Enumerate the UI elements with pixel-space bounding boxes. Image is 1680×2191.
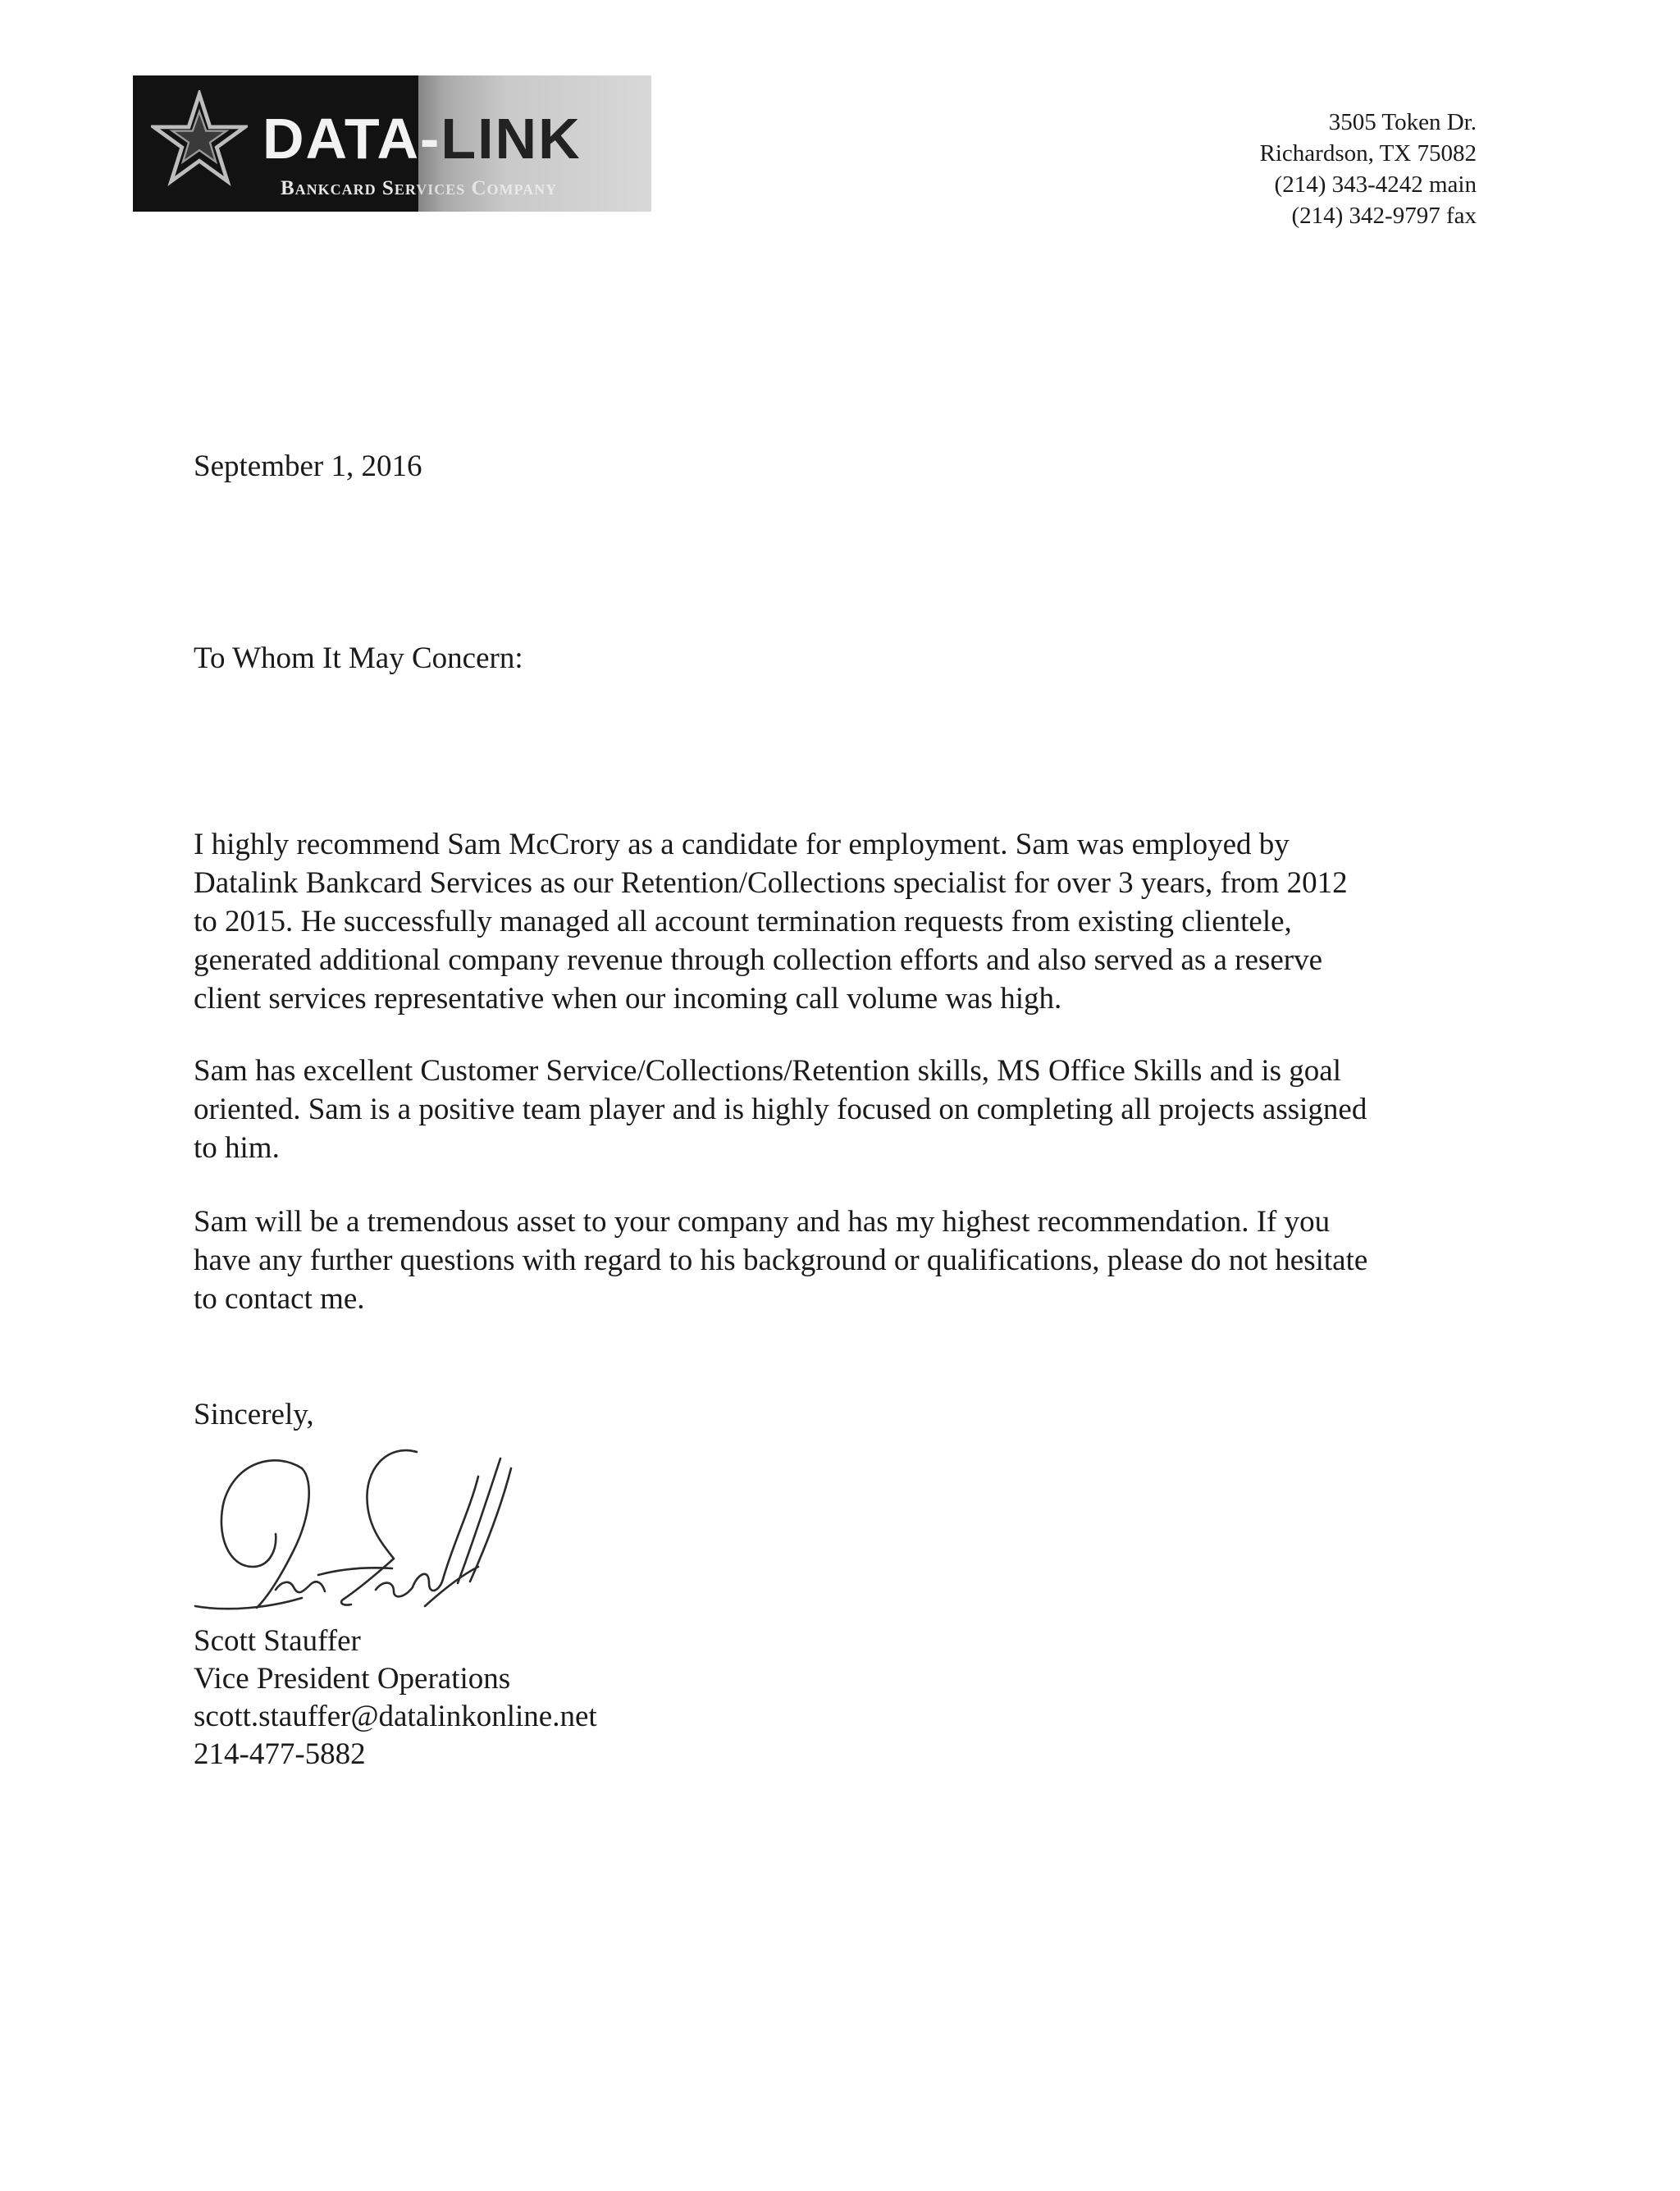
letter-closing: Sincerely, xyxy=(194,1398,314,1431)
letter-paragraph-3 xyxy=(194,1203,1367,1318)
letter-date: September 1, 2016 xyxy=(194,450,422,483)
paragraph-line: oriented. Sam is a positive team player and is highly focused on completing all projects assigned xyxy=(194,1093,1367,1126)
logo-wordmark xyxy=(262,107,582,171)
signer-phone: 214-477-5882 xyxy=(194,1737,366,1771)
address-street: 3505 Token Dr. xyxy=(1328,109,1477,135)
paragraph-line: Sam has excellent Customer Service/Collections/Retention skills, MS Office Skills and is goal xyxy=(194,1054,1341,1088)
signer-block xyxy=(194,1623,597,1773)
address-city: Richardson, TX 75082 xyxy=(1259,140,1477,167)
company-logo xyxy=(133,75,651,212)
logo-word-data: DATA- xyxy=(262,107,441,171)
address-phone: (214) 343-4242 main xyxy=(1274,171,1477,198)
paragraph-line: to him. xyxy=(194,1131,280,1165)
logo-word-link: LINK xyxy=(441,107,582,171)
paragraph-line: I highly recommend Sam McCrory as a candidate for employment. Sam was employed by xyxy=(194,828,1290,861)
signer-email[interactable]: scott.stauffer@datalinkonline.net xyxy=(194,1700,597,1733)
paragraph-line: client services representative when our incoming call volume was high. xyxy=(194,982,1062,1016)
paragraph-line: Datalink Bankcard Services as our Retention/Collections specialist for over 3 years, from 2012 xyxy=(194,866,1348,900)
paragraph-line: generated additional company revenue through collection efforts and also served as a reserve xyxy=(194,943,1322,977)
paragraph-line: Sam will be a tremendous asset to your company and has my highest recommendation. If you xyxy=(194,1205,1331,1239)
logo-tagline-part2: vices Company xyxy=(416,177,558,199)
letter-greeting: To Whom It May Concern: xyxy=(194,641,523,675)
logo-tagline xyxy=(281,177,557,200)
paragraph-line: to contact me. xyxy=(194,1282,365,1316)
address-fax: (214) 342-9797 fax xyxy=(1291,203,1477,229)
company-address xyxy=(1260,107,1477,231)
paragraph-line: have any further questions with regard to his background or qualifications, please do not hesitate xyxy=(194,1244,1368,1277)
signer-name: Scott Stauffer xyxy=(194,1624,361,1658)
paragraph-line: to 2015. He successfully managed all account termination requests from existing clientele, xyxy=(194,905,1292,938)
handwritten-signature xyxy=(179,1444,589,1632)
logo-tagline-part1: Bankcard Ser xyxy=(281,177,417,199)
signer-title: Vice President Operations xyxy=(194,1662,511,1696)
star-icon xyxy=(151,90,248,187)
letter-paragraph-2 xyxy=(194,1052,1367,1167)
letter-paragraph-1 xyxy=(194,825,1348,1018)
